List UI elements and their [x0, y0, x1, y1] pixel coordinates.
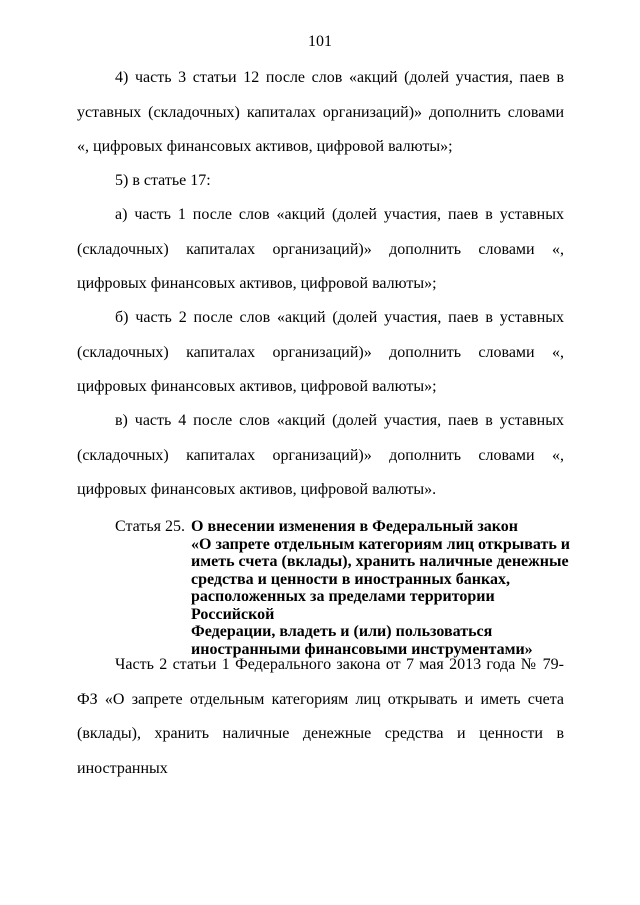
- closing-paragraph: Часть 2 статьи 1 Федерального закона от 7 мая 2013 года № 79-ФЗ «О запрете отдельным категориям лиц открывать и иметь счета (вклады), хранить наличные денежные средства и ценности в иностранных: [77, 656, 564, 777]
- article-heading: [115, 518, 575, 658]
- paragraph-subitem-v: в) часть 4 после слов «акций (долей участия, паев в уставных (складочных) капиталах организаций)» дополнить словами «, цифровых финансовых активов, цифровой валюты».: [77, 412, 564, 498]
- paragraph-subitem-b: б) часть 2 после слов «акций (долей участия, паев в уставных (складочных) капиталах организаций)» дополнить словами «, цифровых финансовых активов, цифровой валюты»;: [77, 309, 564, 395]
- paragraph-item-4: 4) часть 3 статьи 12 после слов «акций (долей участия, паев в уставных (складочных) капиталах организаций)» дополнить словами «, цифровых финансовых активов, цифровой валюты»;: [77, 69, 564, 155]
- article-label: Статья 25.: [115, 518, 185, 535]
- paragraph-item-5: 5) в статье 17:: [115, 172, 211, 189]
- page-number: 101: [308, 33, 332, 50]
- article-title: О внесении изменения в Федеральный закон «О запрете отдельным категориям лиц открывать и иметь счета (вклады), хранить наличные денежные средства и ценности в иностранных банках, расположенных за пределами территории Российской Федерации, владеть и (или) пользоваться иностранными финансовыми инструментами»: [191, 518, 571, 658]
- paragraph-subitem-a: а) часть 1 после слов «акций (долей участия, паев в уставных (складочных) капиталах организаций)» дополнить словами «, цифровых финансовых активов, цифровой валюты»;: [77, 206, 564, 292]
